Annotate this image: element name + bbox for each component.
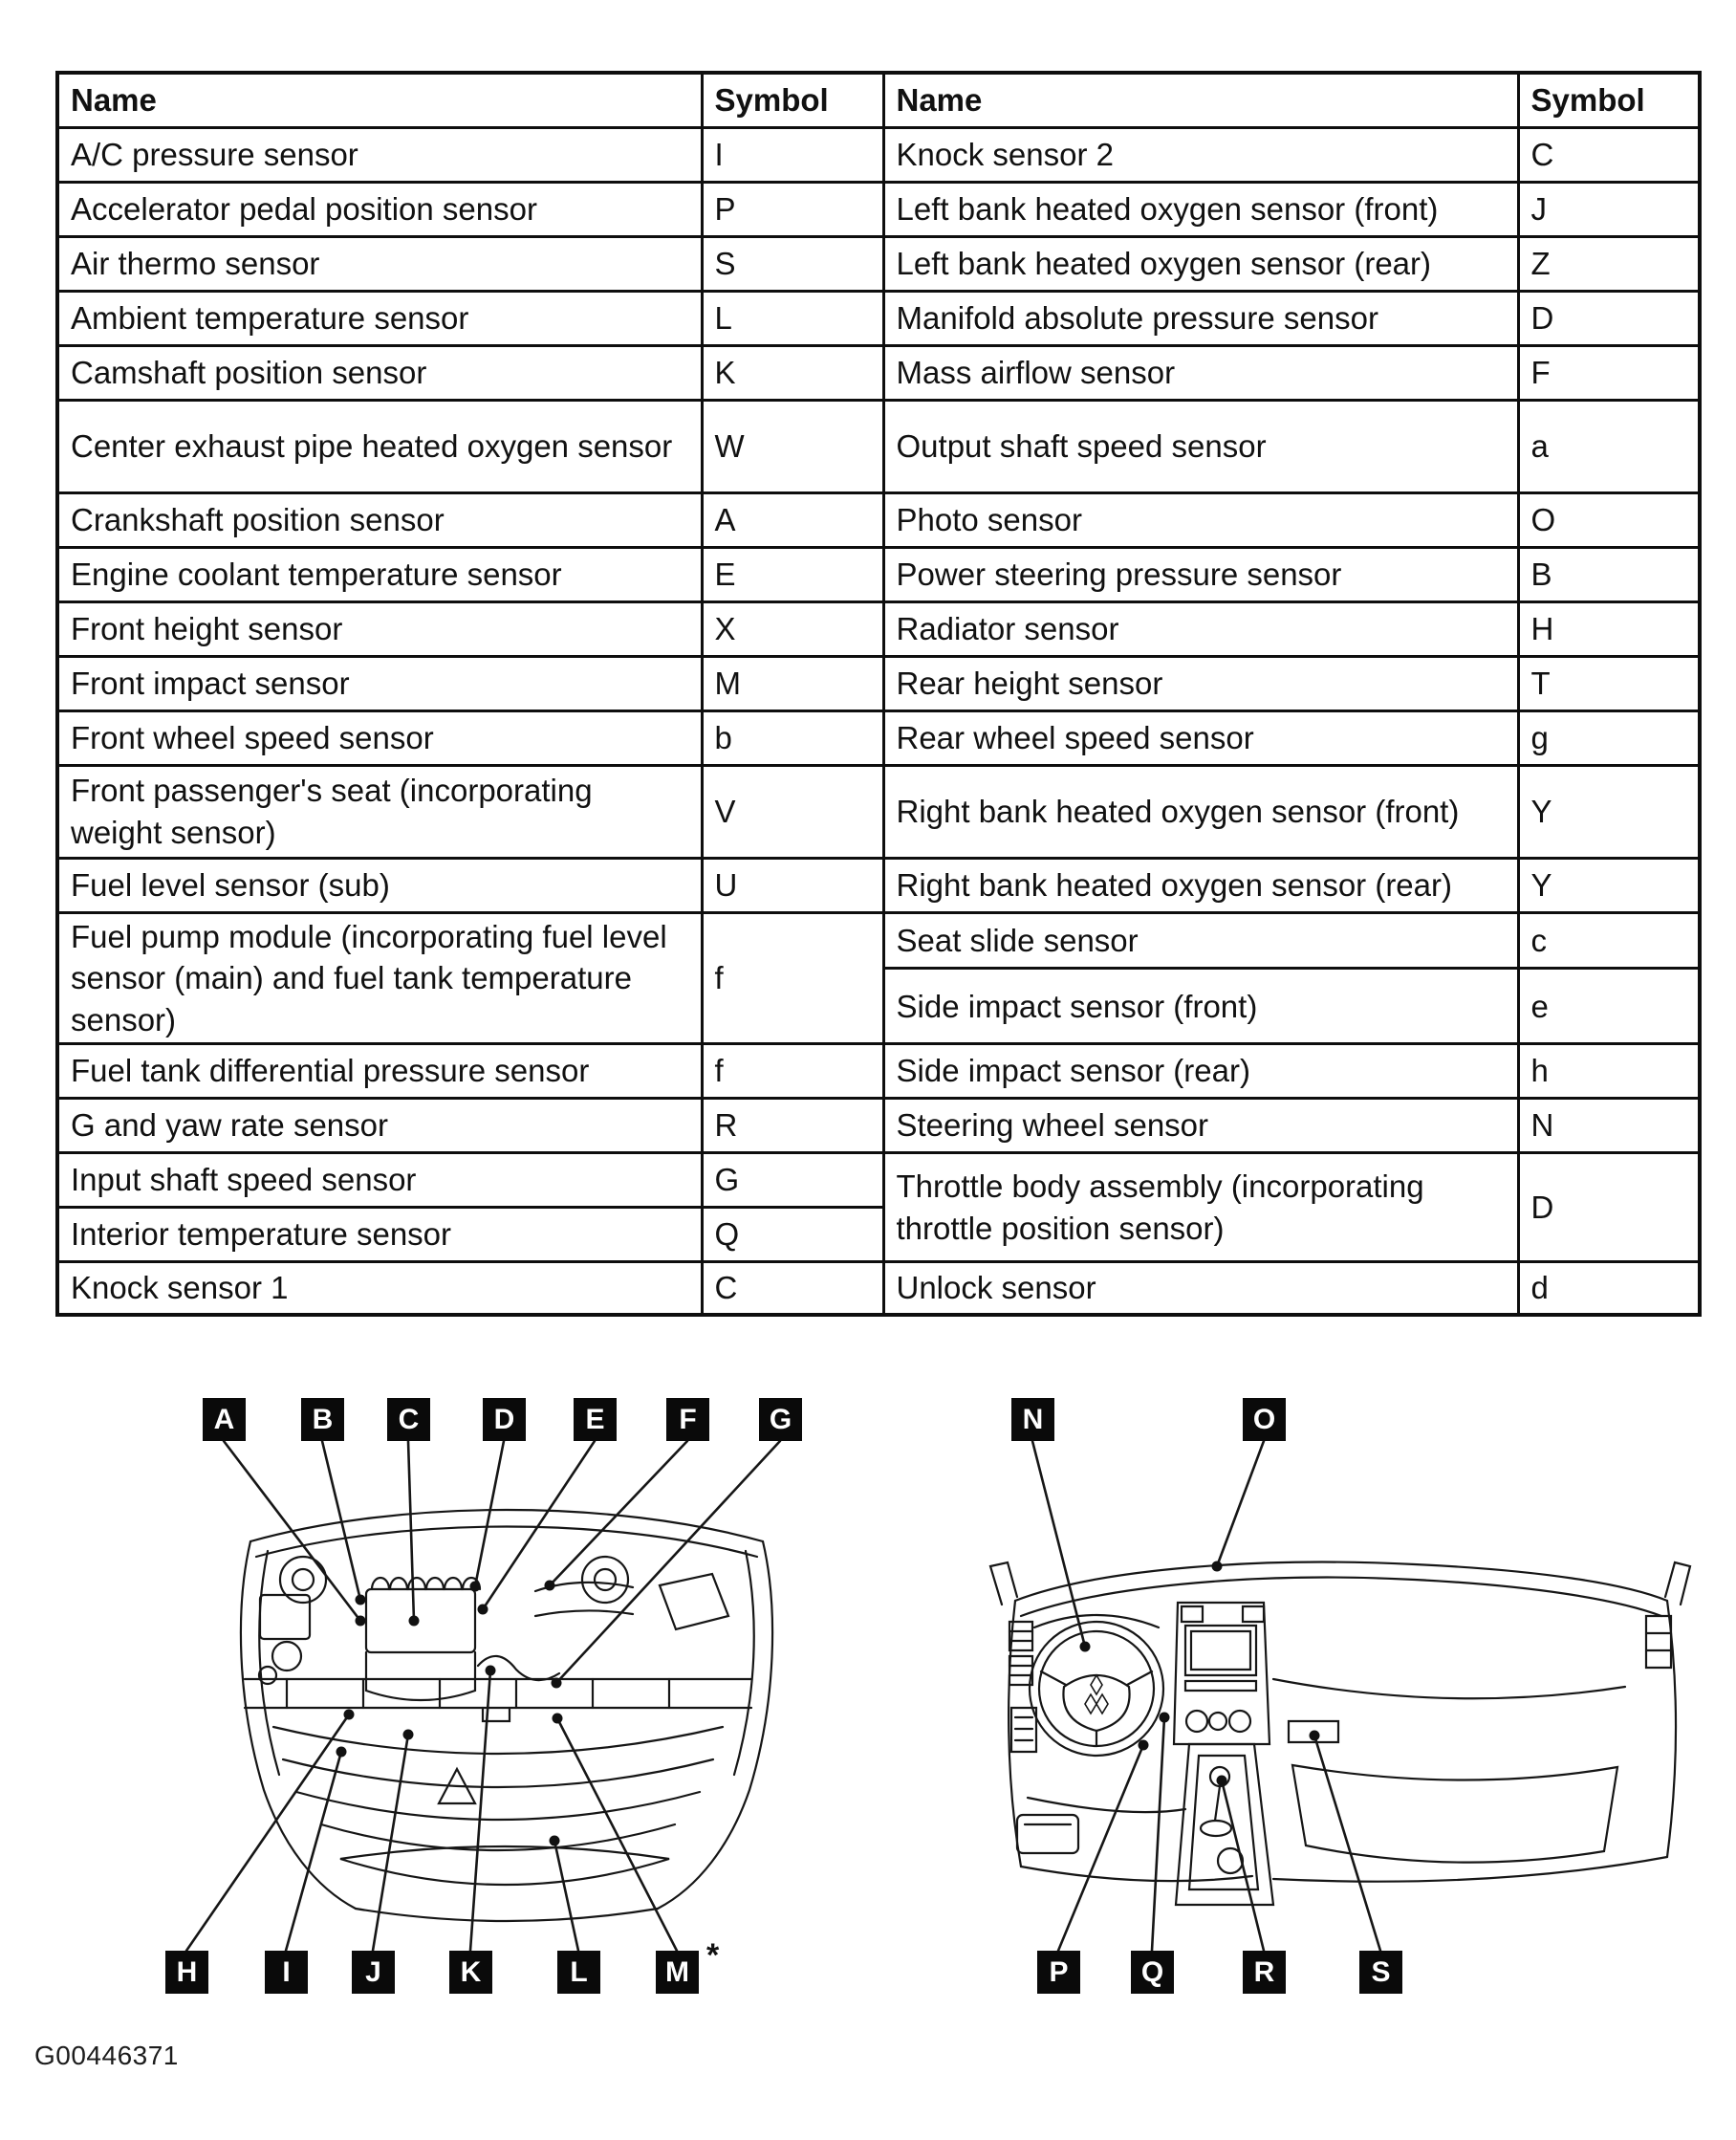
table-cell: g <box>1518 710 1700 765</box>
callout-label-B: B <box>301 1398 344 1441</box>
table-cell: Radiator sensor <box>883 601 1518 656</box>
table-cell: a <box>1518 400 1700 492</box>
table-cell: T <box>1518 656 1700 710</box>
table-row <box>57 1099 1700 1153</box>
callout-label-F: F <box>666 1398 709 1441</box>
table-row <box>57 345 1700 400</box>
table-cell: O <box>1518 492 1700 547</box>
table-cell: Steering wheel sensor <box>883 1099 1518 1153</box>
callout-label-E: E <box>574 1398 617 1441</box>
table-row <box>57 127 1700 182</box>
table-cell: J <box>1518 182 1700 236</box>
table-cell: M <box>702 656 883 710</box>
table-row <box>57 1044 1700 1099</box>
table-cell: U <box>702 858 883 912</box>
table-cell: Rear wheel speed sensor <box>883 710 1518 765</box>
table-cell: X <box>702 601 883 656</box>
table-cell: Q <box>702 1208 883 1262</box>
sensor-table-body <box>57 73 1700 1315</box>
table-cell: Front passenger's seat (incorporating weight sensor) <box>57 765 702 858</box>
column-header: Name <box>57 73 702 127</box>
table-cell: Power steering pressure sensor <box>883 547 1518 601</box>
table-cell: d <box>1518 1262 1700 1315</box>
table-row <box>57 291 1700 345</box>
table-cell: Fuel tank differential pressure sensor <box>57 1044 702 1099</box>
table-cell: E <box>702 547 883 601</box>
callout-label-S: S <box>1359 1951 1402 1994</box>
table-cell: Unlock sensor <box>883 1262 1518 1315</box>
callout-label-P: P <box>1037 1951 1080 1994</box>
table-cell: Fuel level sensor (sub) <box>57 858 702 912</box>
dashboard-diagram <box>990 1562 1690 1905</box>
table-cell: V <box>702 765 883 858</box>
table-cell: Fuel pump module (incorporating fuel level sensor (main) and fuel tank temperature sensor) <box>57 912 702 1044</box>
table-cell: P <box>702 182 883 236</box>
table-cell: Right bank heated oxygen sensor (rear) <box>883 858 1518 912</box>
table-cell: B <box>1518 547 1700 601</box>
table-cell: I <box>702 127 883 182</box>
table-row <box>57 601 1700 656</box>
callout-label-C: C <box>387 1398 430 1441</box>
callout-label-Q: Q <box>1131 1951 1174 1994</box>
table-cell: f <box>702 912 883 1044</box>
table-cell: Side impact sensor (front) <box>883 969 1518 1044</box>
leader-dots <box>336 1561 1320 1846</box>
callout-label-L: L <box>557 1951 600 1994</box>
table-cell: S <box>702 236 883 291</box>
callout-label-D: D <box>483 1398 526 1441</box>
table-cell: K <box>702 345 883 400</box>
table-cell: Camshaft position sensor <box>57 345 702 400</box>
table-cell: Output shaft speed sensor <box>883 400 1518 492</box>
table-cell: Engine coolant temperature sensor <box>57 547 702 601</box>
table-row <box>57 73 1700 127</box>
table-cell: C <box>702 1262 883 1315</box>
callout-label-G: G <box>759 1398 802 1441</box>
column-header: Name <box>883 73 1518 127</box>
column-header: Symbol <box>1518 73 1700 127</box>
table-cell: Front impact sensor <box>57 656 702 710</box>
table-row <box>57 656 1700 710</box>
table-cell: A/C pressure sensor <box>57 127 702 182</box>
table-cell: e <box>1518 969 1700 1044</box>
table-cell: Y <box>1518 765 1700 858</box>
table-cell: Manifold absolute pressure sensor <box>883 291 1518 345</box>
table-cell: Mass airflow sensor <box>883 345 1518 400</box>
table-cell: Ambient temperature sensor <box>57 291 702 345</box>
table-cell: C <box>1518 127 1700 182</box>
table-cell: Photo sensor <box>883 492 1518 547</box>
table-cell: Air thermo sensor <box>57 236 702 291</box>
table-row <box>57 710 1700 765</box>
table-cell: Crankshaft position sensor <box>57 492 702 547</box>
table-cell: Front height sensor <box>57 601 702 656</box>
table-cell: D <box>1518 1153 1700 1262</box>
table-cell: Throttle body assembly (incorporating throttle position sensor) <box>883 1153 1518 1262</box>
table-cell: D <box>1518 291 1700 345</box>
table-cell: h <box>1518 1044 1700 1099</box>
table-row <box>57 1153 1700 1208</box>
column-header: Symbol <box>702 73 883 127</box>
callout-label-A: A <box>203 1398 246 1441</box>
callout-label-I: I <box>265 1951 308 1994</box>
sensor-symbol-table <box>55 71 1702 1317</box>
callout-label-J: J <box>352 1951 395 1994</box>
callout-label-K: K <box>449 1951 492 1994</box>
table-cell: Rear height sensor <box>883 656 1518 710</box>
table-row <box>57 400 1700 492</box>
table-cell: Side impact sensor (rear) <box>883 1044 1518 1099</box>
table-cell: Y <box>1518 858 1700 912</box>
table-cell: Interior temperature sensor <box>57 1208 702 1262</box>
dashboard-leader-lines <box>1032 1441 1380 1951</box>
table-row <box>57 1262 1700 1315</box>
callout-label-N: N <box>1011 1398 1054 1441</box>
table-cell: F <box>1518 345 1700 400</box>
table-cell: Knock sensor 1 <box>57 1262 702 1315</box>
table-row <box>57 492 1700 547</box>
table-cell: f <box>702 1044 883 1099</box>
table-cell: Seat slide sensor <box>883 912 1518 969</box>
table-cell: c <box>1518 912 1700 969</box>
table-cell: G and yaw rate sensor <box>57 1099 702 1153</box>
diagram-artwork <box>0 1339 1736 2140</box>
table-cell: N <box>1518 1099 1700 1153</box>
figure-id: G00446371 <box>34 2041 179 2070</box>
table-cell: b <box>702 710 883 765</box>
table-row <box>57 765 1700 858</box>
table-row <box>57 547 1700 601</box>
callout-label-H: H <box>165 1951 208 1994</box>
table-row <box>57 236 1700 291</box>
table-cell: G <box>702 1153 883 1208</box>
table-cell: H <box>1518 601 1700 656</box>
table-row <box>57 912 1700 969</box>
table-cell: Left bank heated oxygen sensor (front) <box>883 182 1518 236</box>
table-cell: Z <box>1518 236 1700 291</box>
table-cell: R <box>702 1099 883 1153</box>
callout-label-R: R <box>1243 1951 1286 1994</box>
footnote-asterisk: * <box>706 1937 720 1974</box>
engine-leader-lines <box>186 1441 780 1951</box>
table-cell: W <box>702 400 883 492</box>
table-cell: Knock sensor 2 <box>883 127 1518 182</box>
callout-label-O: O <box>1243 1398 1286 1441</box>
table-cell: A <box>702 492 883 547</box>
table-cell: L <box>702 291 883 345</box>
table-row <box>57 182 1700 236</box>
table-cell: Right bank heated oxygen sensor (front) <box>883 765 1518 858</box>
table-row <box>57 858 1700 912</box>
callout-label-M: M <box>656 1951 699 1994</box>
table-cell: Input shaft speed sensor <box>57 1153 702 1208</box>
table-cell: Left bank heated oxygen sensor (rear) <box>883 236 1518 291</box>
table-cell: Center exhaust pipe heated oxygen sensor <box>57 400 702 492</box>
table-cell: Accelerator pedal position sensor <box>57 182 702 236</box>
table-cell: Front wheel speed sensor <box>57 710 702 765</box>
